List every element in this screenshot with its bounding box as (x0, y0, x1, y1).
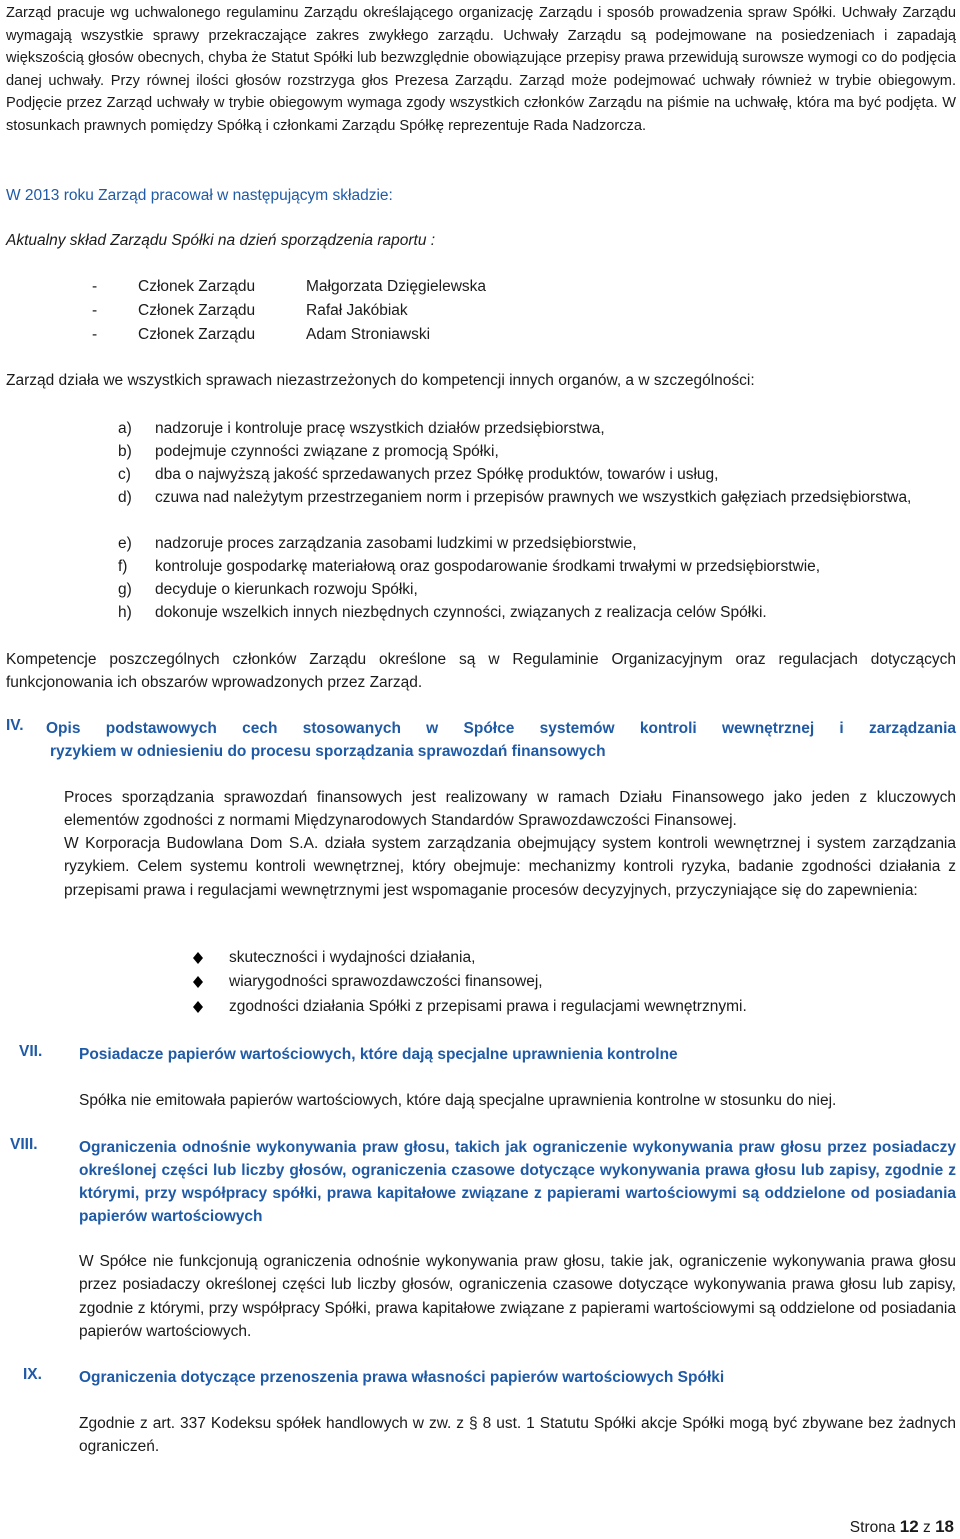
section-vii-title: Posiadacze papierów wartościowych, które dają specjalne uprawnienia kontrolne (79, 1046, 678, 1063)
page-number (850, 1517, 954, 1537)
duty-letter: d) (118, 489, 132, 506)
section-iv-paragraph-2: W Korporacja Budowlana Dom S.A. działa system zarządzania obejmujący system kontroli wewnętrznej i system zarządzania ryzykiem. Celem systemu kontroli wewnętrznej, który obejmuje: mechanizmy kontroli ryzyka, badanie zgodności działania z przepisami prawa i regulacjami wewnętrznymi jest wspomaganie procesów decyzyjnych, przyczyniające się do zapewnienia: (64, 835, 956, 899)
diamond-bullet-icon (193, 952, 203, 964)
duty-item (118, 486, 956, 509)
diamond-bullet-icon (193, 976, 203, 988)
board-member-row (0, 299, 600, 323)
page-separator: z (923, 1519, 931, 1536)
section-iv-title-line2: ryzykiem w odniesieniu do procesu sporządzania sprawozdań finansowych (50, 743, 606, 760)
current-board-heading: Aktualny skład Zarządu Spółki na dzień sporządzenia raportu : (6, 232, 436, 249)
page-label: Strona (849, 1519, 896, 1536)
member-name: Małgorzata Dzięgielewska (306, 278, 487, 295)
duty-item (118, 463, 956, 486)
member-role: Członek Zarządu (138, 302, 256, 319)
duty-text: dokonuje wszelkich innych niezbędnych czynności, związanych z realizacja celów Spółki. (155, 604, 767, 621)
member-name: Rafał Jakóbiak (306, 302, 408, 319)
section-ix-number: IX. (23, 1366, 42, 1383)
board-member-row (0, 275, 600, 299)
member-dash: - (92, 278, 98, 295)
duty-item (118, 555, 956, 578)
duty-item (118, 601, 956, 624)
section-viii-title: Ograniczenia odnośnie wykonywania praw głosu, takich jak ograniczenie wykonywania praw głosu przez posiadaczy określonej części lub liczby głosów, ograniczenia czasowe dotyczące wykonywania prawa głosu lub zapisy, zgodnie z którymi, przy współpracy spółki, prawa kapitałowe związane z papierami wartościowymi są oddzielone od posiadania papierów wartościowych (79, 1139, 956, 1225)
duty-text: nadzoruje proces zarządzania zasobami ludzkimi w przedsiębiorstwie, (155, 535, 637, 552)
section-iv-title-line1: Opis podstawowych cech stosowanych w Spółce systemów kontroli wewnętrznej i zarządzania (46, 720, 956, 737)
member-dash: - (92, 326, 98, 343)
duty-text: decyduje o kierunkach rozwoju Spółki, (155, 581, 418, 598)
page-current: 12 (899, 1517, 919, 1536)
duty-letter: b) (118, 443, 132, 460)
duty-text: dba o najwyższą jakość sprzedawanych przez Spółkę produktów, towarów i usług, (155, 466, 719, 483)
duty-letter: e) (118, 535, 132, 552)
competences-paragraph: Kompetencje poszczególnych członków Zarządu określone są w Regulaminie Organizacyjnym oraz regulacjach dotyczących funkcjonowania ich obszarów wprowadzonych przez Zarząd. (6, 651, 956, 692)
duty-letter: f) (118, 558, 128, 575)
duty-letter: a) (118, 420, 132, 437)
page-total: 18 (935, 1517, 954, 1536)
section-vii-text: Spółka nie emitowała papierów wartościowych, które dają specjalne uprawnienia kontrolne w stosunku do niej. (79, 1092, 837, 1109)
member-dash: - (92, 302, 98, 319)
section-viii-number: VIII. (10, 1136, 38, 1153)
section-iv-paragraph-1: Proces sporządzania sprawozdań finansowych jest realizowany w ramach Działu Finansowego jako jeden z kluczowych elementów zgodności z normami Międzynarodowych Standardów Sprawozdawczości Finansowej. (64, 789, 956, 830)
member-role: Członek Zarządu (138, 278, 256, 295)
bullet-text: skuteczności i wydajności działania, (229, 949, 476, 966)
diamond-bullet-icon (193, 1001, 203, 1013)
duty-item (118, 417, 956, 440)
section-iv-number: IV. (6, 717, 24, 734)
duty-letter: g) (118, 581, 132, 598)
duty-text: kontroluje gospodarkę materiałową oraz gospodarowanie środkami trwałymi w przedsiębiorstwie, (155, 558, 821, 575)
duty-letter: c) (118, 466, 131, 483)
member-name: Adam Stroniawski (306, 326, 431, 343)
section-vii-number: VII. (19, 1043, 43, 1060)
duty-text: nadzoruje i kontroluje pracę wszystkich działów przedsiębiorstwa, (155, 420, 605, 437)
duty-text: czuwa nad należytym przestrzeganiem norm i przepisów prawnych we wszystkich gałęziach przedsiębiorstwa, (155, 489, 912, 506)
bullet-text: wiarygodności sprawozdawczości finansowej, (229, 973, 543, 990)
duty-letter: h) (118, 604, 132, 621)
intro-paragraph: Zarząd pracuje wg uchwalonego regulaminu Zarządu określającego organizację Zarządu i sposób prowadzenia spraw Spółki. Uchwały Zarządu wymagają wszystkie sprawy przekraczające zakres zwykłego zarządu. Uchwały Zarządu są podejmowane na posiedzeniach i zapadają większością głosów obecnych, chyba że Statut Spółki lub bezwzględnie obowiązujące przepisy prawa przewidują surowsze wymogi co do podjęcia danej uchwały. Przy równej ilości głosów rozstrzyga głos Prezesa Zarządu. Zarząd może podejmować uchwały również w trybie obiegowym. Podjęcie przez Zarząd uchwały w trybie obiegowym wymaga zgody wszystkich członków Zarządu na piśmie na uchwałę, która ma być podjęta. W stosunkach prawnych pomiędzy Spółką i członkami Zarządu Spółkę reprezentuje Rada Nadzorcza. (6, 5, 956, 134)
section-ix-text: Zgodnie z art. 337 Kodeksu spółek handlowych w zw. z § 8 ust. 1 Statutu Spółki akcje Spółki mogą być zbywane bez żadnych ograniczeń. (79, 1415, 956, 1456)
member-role: Członek Zarządu (138, 326, 256, 343)
bullet-text: zgodności działania Spółki z przepisami prawa i regulacjami wewnętrznymi. (229, 998, 747, 1015)
board-member-row (0, 323, 600, 347)
duty-text: podejmuje czynności związane z promocją Spółki, (155, 443, 499, 460)
section-ix-title: Ograniczenia dotyczące przenoszenia prawa własności papierów wartościowych Spółki (79, 1369, 725, 1386)
board-2013-heading: W 2013 roku Zarząd pracował w następującym składzie: (6, 187, 393, 204)
duty-item (118, 578, 956, 601)
duty-item (118, 532, 956, 555)
duties-lead: Zarząd działa we wszystkich sprawach niezastrzeżonych do kompetencji innych organów, a w szczególności: (6, 372, 755, 389)
section-viii-text: W Spółce nie funkcjonują ograniczenia odnośnie wykonywania praw głosu, takie jak, ograniczenie wykonywania prawa głosu przez posiadaczy określonej części lub liczby głosów, ograniczenia czasowe dotyczące wykonywania prawa głosu lub zapisy, zgodnie z którymi, przy współpracy Spółki, prawa kapitałowe związane z papierami wartościowymi są oddzielone od posiadania papierów wartościowych. (79, 1253, 956, 1341)
duty-item (118, 440, 956, 463)
